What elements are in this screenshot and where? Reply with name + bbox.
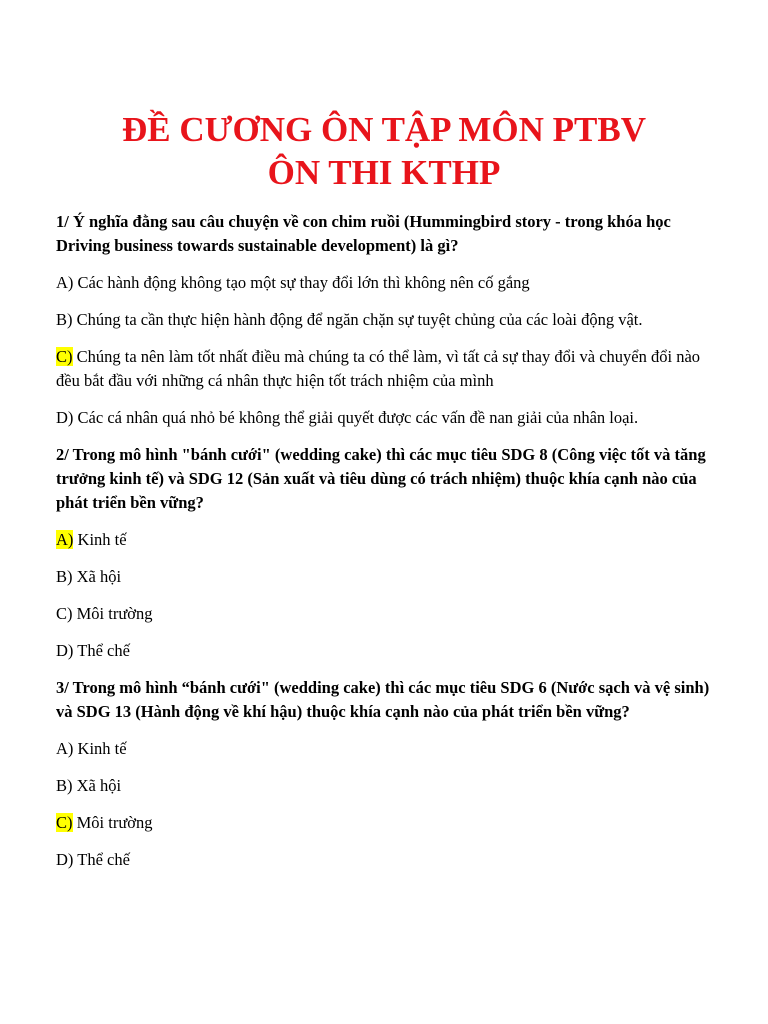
- question-text: 3/ Trong mô hình “bánh cưới" (wedding cake) thì các mục tiêu SDG 6 (Nước sạch và vệ sinh) và SDG 13 (Hành động về khí hậu) thuộc khía cạnh nào của phát triển bền vững?: [56, 678, 710, 721]
- question-text: 2/ Trong mô hình "bánh cưới" (wedding cake) thì các mục tiêu SDG 8 (Công việc tốt và tăng trưởng kinh tế) và SDG 12 (Sản xuất và tiêu dùng có trách nhiệm) thuộc khía cạnh nào của phát triển bền vững?: [56, 445, 706, 512]
- answer-option-d: [56, 848, 712, 872]
- option-text: Xã hội: [72, 776, 122, 795]
- option-text: Kinh tế: [73, 530, 127, 549]
- option-letter: D): [56, 850, 74, 869]
- question-block-1: [56, 210, 712, 430]
- answer-option-c: [56, 602, 712, 626]
- option-letter: D): [56, 408, 74, 427]
- option-text: Kinh tế: [73, 739, 127, 758]
- option-letter-highlighted: C): [56, 813, 73, 832]
- option-text: Xã hội: [72, 567, 122, 586]
- option-text: Môi trường: [72, 604, 153, 623]
- option-text: Các cá nhân quá nhỏ bé không thể giải quyết được các vấn đề nan giải của nhân loại.: [73, 408, 639, 427]
- answer-option-b: [56, 565, 712, 589]
- option-text: Thể chế: [73, 641, 130, 660]
- answer-option-b: [56, 308, 712, 332]
- option-text: Môi trường: [72, 813, 153, 832]
- answer-option-c: [56, 345, 712, 393]
- option-text: Các hành động không tạo một sự thay đổi lớn thì không nên cố gắng: [73, 273, 530, 292]
- option-letter: B): [56, 310, 73, 329]
- title-line-1: ĐỀ CƯƠNG ÔN TẬP MÔN PTBV: [121, 110, 647, 149]
- option-letter: A): [56, 739, 74, 758]
- option-letter: B): [56, 567, 73, 586]
- option-letter: C): [56, 604, 73, 623]
- answer-option-a: [56, 271, 712, 295]
- option-letter: D): [56, 641, 74, 660]
- answer-option-a: [56, 528, 712, 552]
- document-title: [56, 0, 712, 194]
- option-letter: A): [56, 273, 74, 292]
- question-text: 1/ Ý nghĩa đằng sau câu chuyện về con chim ruồi (Hummingbird story - trong khóa học Driving business towards sustainable development) là gì?: [56, 212, 671, 255]
- question-block-3: [56, 676, 712, 872]
- answer-option-a: [56, 737, 712, 761]
- option-text: Chúng ta nên làm tốt nhất điều mà chúng ta có thể làm, vì tất cả sự thay đổi và chuyển đổi nào đều bắt đầu với những cá nhân thực hiện tốt trách nhiệm của mình: [56, 347, 701, 390]
- answer-option-c: [56, 811, 712, 835]
- answer-option-d: [56, 639, 712, 663]
- option-letter: B): [56, 776, 73, 795]
- option-letter-highlighted: C): [56, 347, 73, 366]
- answer-option-d: [56, 406, 712, 430]
- option-letter-highlighted: A): [56, 530, 74, 549]
- option-text: Thể chế: [73, 850, 130, 869]
- question-block-2: [56, 443, 712, 663]
- question-list: [56, 210, 712, 872]
- title-line-2: ÔN THI KTHP: [267, 153, 501, 192]
- option-text: Chúng ta cần thực hiện hành động để ngăn chặn sự tuyệt chủng của các loài động vật.: [72, 310, 643, 329]
- answer-option-b: [56, 774, 712, 798]
